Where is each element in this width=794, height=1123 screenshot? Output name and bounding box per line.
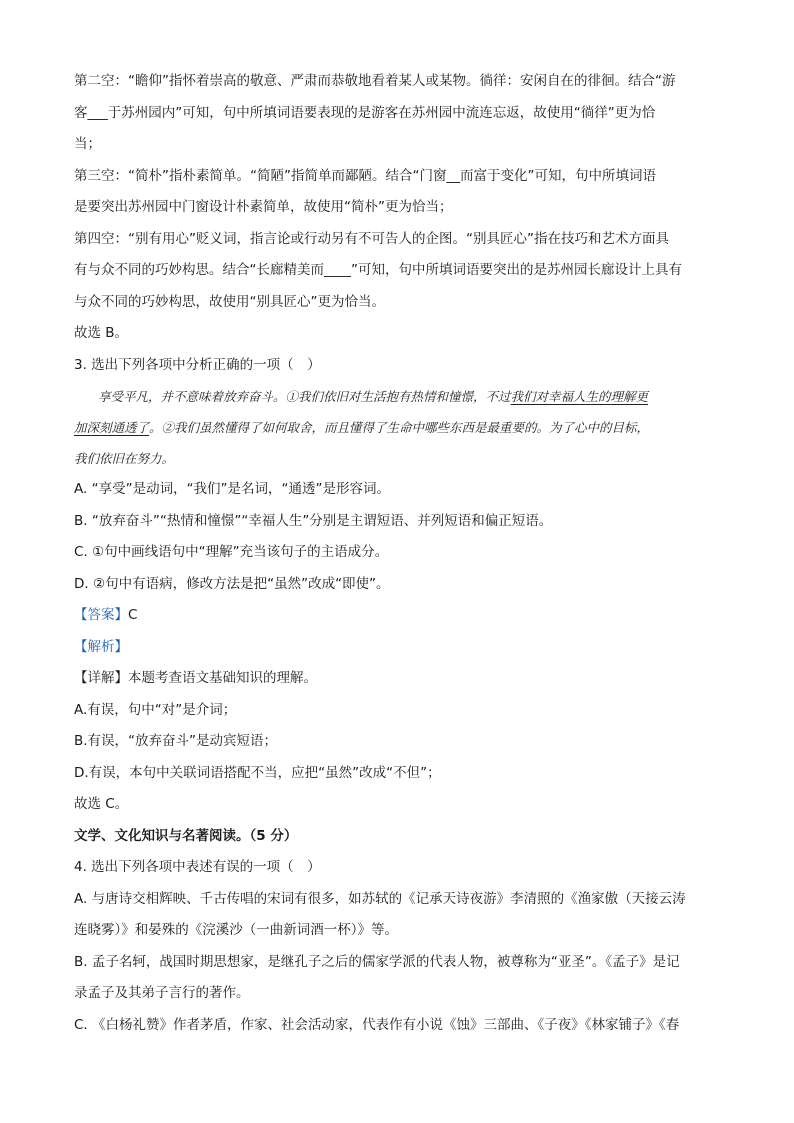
section-heading: 文学、文化知识与名著阅读。（5 分） [74,827,298,844]
question-4-stem: 4. 选出下列各项中表述有误的一项（ ） [74,859,321,875]
question-4-option: 录孟子及其弟子言行的著作。 [74,985,250,1001]
analysis-item: 故选 C。 [74,796,129,812]
text-line: 当； [74,136,101,152]
passage-line [74,412,724,443]
analysis-tag: 【解析】 [74,638,128,655]
text-line: 故选 B。 [74,325,129,341]
option-c: C. ①句中画线语句中“理解”充当该句子的主语成分。 [74,544,389,560]
passage-line: 我们依旧在努力。 [74,451,175,466]
question-4-option: 连晓雾）》和晏殊的《浣溪沙（一曲新词酒一杯）》等。 [74,922,398,938]
document-body [74,66,724,1041]
question-4-option: C. 《白杨礼赞》作者茅盾，作家、社会活动家，代表作有小说《蚀》三部曲、《子夜》《林家铺子》《春 [74,1016,680,1033]
option-b: B. “放弃奋斗”“热情和憧憬”“幸福人生”分别是主谓短语、并列短语和偏正短语。 [74,512,553,529]
passage-line [74,381,724,412]
text-line: 第三空：“简朴”指朴素简单。“简陋”指简单而鄙陋。结合“门窗__而富于变化”可知，句中所填词语 [74,167,656,184]
question-3-stem: 3. 选出下列各项中分析正确的一项（ ） [74,356,321,373]
detail-text: 本题考查语文基础知识的理解。 [128,670,317,686]
detail-tag: 【详解】 [74,670,128,686]
text-line: 第二空：“瞻仰”指怀着崇高的敬意、严肃而恭敬地看着某人或某物。徜徉：安闲自在的徘徊。结合“游 [74,73,676,89]
option-d: D. ②句中有语病，修改方法是把“虽然”改成“即使”。 [74,575,390,592]
passage-text: 。②我们虽然懂得了如何取舍，而且懂得了生命中哪些东西是最重要的。为了心中的目标， [149,420,650,435]
analysis-item: B.有误，“放弃奋斗”是动宾短语； [74,733,278,749]
underlined-phrase: 加深刻通透了 [74,420,150,435]
answer-value: C [128,607,138,623]
answer-tag: 【答案】 [74,607,128,623]
option-a: A. “享受”是动词，“我们”是名词，“通透”是形容词。 [74,481,391,497]
underlined-phrase: 我们对幸福人生的理解更 [510,389,649,404]
analysis-item: D.有误，本句中关联词语搭配不当，应把“虽然”改成“不但”； [74,764,441,781]
passage-text: 享受平凡，并不意味着放弃奋斗。①我们依旧对生活抱有热情和憧憬，不过 [98,389,511,404]
question-4-option: B. 孟子名轲，战国时期思想家，是继孔子之后的儒家学派的代表人物，被尊称为“亚圣”。《孟子》是记 [74,953,680,970]
text-line: 是要突出苏州园中门窗设计朴素简单，故使用“简朴”更为恰当； [74,199,453,215]
question-4-option: A. 与唐诗交相辉映、千古传唱的宋词有很多，如苏轼的《记承天诗夜游》李清照的《渔家傲（天接云涛 [74,890,686,907]
analysis-line [74,632,724,664]
detail-line [74,663,724,695]
answer-line [74,600,724,632]
analysis-item: A.有误，句中“对”是介词； [74,701,237,718]
text-line: 客___于苏州园内”可知，句中所填词语要表现的是游客在苏州园中流连忘返，故使用“徜徉”更为恰 [74,104,656,121]
text-line: 有与众不同的巧妙构思。结合“长廊精美而____”可知，句中所填词语要突出的是苏州园长廊设计上具有 [74,262,682,278]
text-line: 与众不同的巧妙构思，故使用“别具匠心”更为恰当。 [74,293,385,310]
text-line: 第四空：“别有用心”贬义词，指言论或行动另有不可告人的企图。“别具匠心”指在技巧和艺术方面具 [74,230,669,247]
question-3-passage [74,381,724,474]
